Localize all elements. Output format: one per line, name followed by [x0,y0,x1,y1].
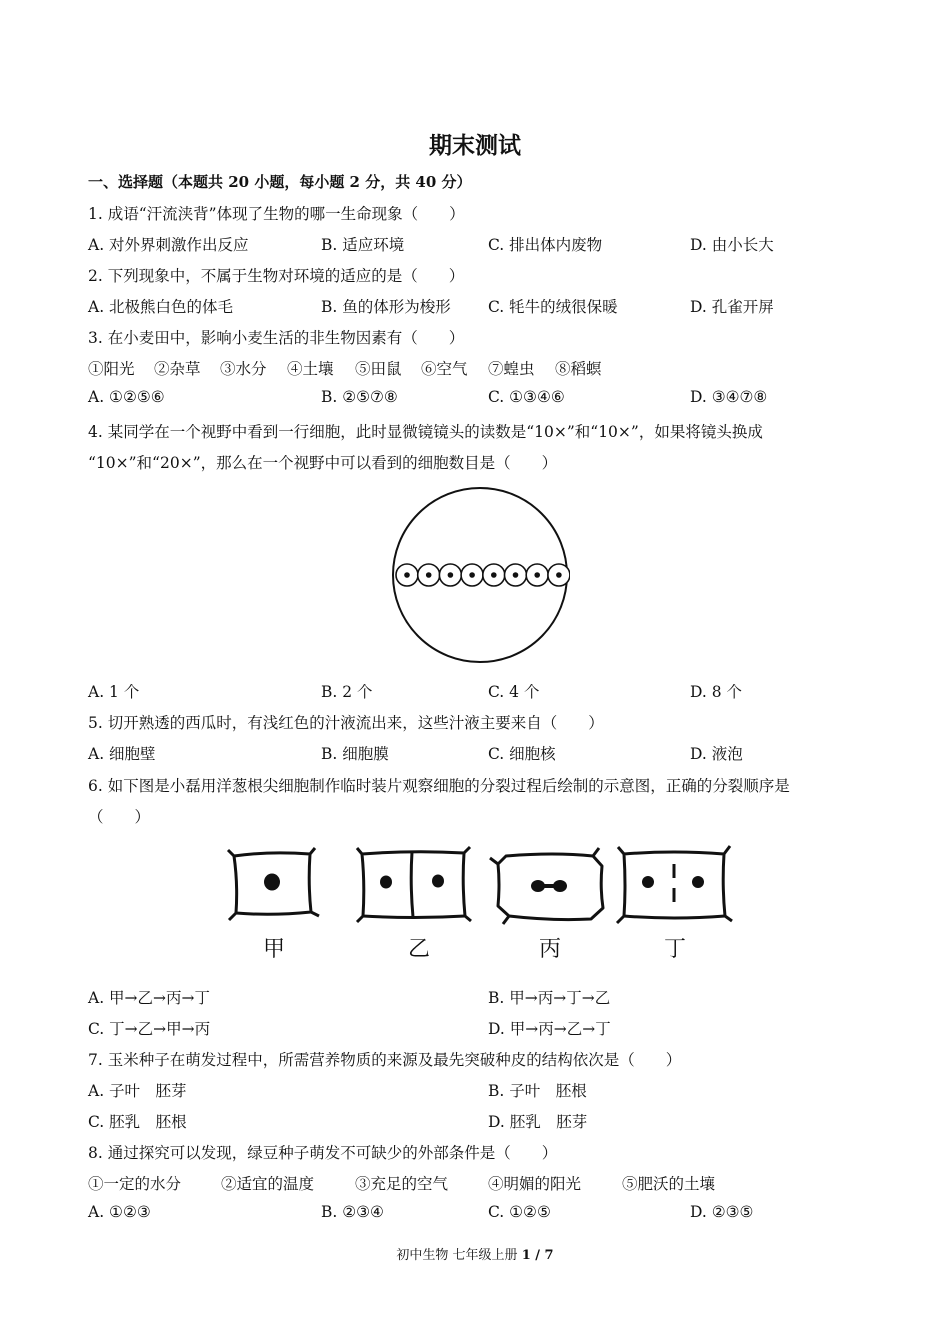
cell-division-figure [224,842,734,972]
figure-label-ding: 丁 [663,937,687,962]
cell [483,564,505,586]
cell [505,564,527,586]
question-1-option-c: C. 排出体内废物 [488,236,603,254]
cell-ding [617,846,732,923]
question-8-item: ③充足的空气 [355,1175,449,1193]
question-8-option-c: C. ①②⑤ [488,1203,551,1221]
cell [418,564,440,586]
cell [439,564,461,586]
cell [548,564,570,586]
microscope-field-figure [390,485,570,665]
question-6-option-c: C. 丁→乙→甲→丙 [88,1020,211,1038]
cell [396,564,418,586]
question-6-option-a: A. 甲→乙→丙→丁 [88,989,211,1007]
question-3-option-a: A. ①②⑤⑥ [88,388,165,406]
question-6-stem-line-2: （ ） [88,808,151,826]
question-3-item: ⑥空气 [421,360,468,378]
page-footer [0,1244,950,1263]
question-6-option-d: D. 甲→丙→乙→丁 [488,1020,611,1038]
question-3-item: ⑦蝗虫 [488,360,535,378]
question-4-stem-line-1: 4. 某同学在一个视野中看到一行细胞，此时显微镜镜头的读数是“10×”和“10×”，如果将镜头换成 [88,423,763,441]
question-5-option-c: C. 细胞核 [488,745,556,763]
figure-label-yi: 乙 [407,937,431,962]
question-4-option-b: B. 2 个 [321,683,373,701]
question-7-option-b: B. 子叶 胚根 [488,1082,587,1100]
question-6-option-b: B. 甲→丙→丁→乙 [488,989,611,1007]
question-1-option-d: D. 由小长大 [690,236,774,254]
question-8-option-b: B. ②③④ [321,1203,384,1221]
question-2-option-a: A. 北极熊白色的体毛 [88,298,234,316]
nucleus [553,880,567,892]
question-4-stem-line-2: “10×”和“20×”，那么在一个视野中可以看到的细胞数目是（ ） [88,454,558,472]
question-3-item: ⑤田鼠 [355,360,402,378]
question-8-option-d: D. ②③⑤ [690,1203,754,1221]
footer-text: 初中生物 七年级上册 [396,1248,518,1263]
section-heading: 一、选择题（本题共 20 小题，每小题 2 分，共 40 分） [88,173,472,191]
question-4-option-c: C. 4 个 [488,683,540,701]
question-8-option-a: A. ①②③ [88,1203,151,1221]
page-number: 1 / 7 [521,1248,554,1263]
page-title: 期末测试 [429,132,521,159]
nucleus [642,876,654,888]
question-3-option-b: B. ②⑤⑦⑧ [321,388,398,406]
question-5-stem: 5. 切开熟透的西瓜时，有浅红色的汁液流出来，这些汁液主要来自（ ） [88,714,604,732]
nucleus [432,875,444,888]
question-6-stem-line-1: 6. 如下图是小磊用洋葱根尖细胞制作临时装片观察细胞的分裂过程后绘制的示意图，正确的分裂顺序是 [88,777,790,795]
question-3-item: ④土壤 [287,360,334,378]
question-5-option-d: D. 液泡 [690,745,743,763]
question-8-item: ⑤肥沃的土壤 [622,1175,716,1193]
question-7-option-a: A. 子叶 胚芽 [88,1082,187,1100]
question-3-item: ①阳光 [88,360,135,378]
question-3-stem: 3. 在小麦田中，影响小麦生活的非生物因素有（ ） [88,329,465,347]
question-2-option-d: D. 孔雀开屏 [690,298,774,316]
nucleus [264,874,280,891]
cell-row [396,564,570,586]
cell-yi [357,847,471,922]
nucleus [380,876,392,889]
question-4-option-a: A. 1 个 [88,683,140,701]
question-3-option-c: C. ①③④⑥ [488,388,565,406]
question-7-option-d: D. 胚乳 胚芽 [488,1113,588,1131]
question-3-item: ③水分 [220,360,267,378]
question-1-stem: 1. 成语“汗流浃背”体现了生物的哪一生命现象（ ） [88,205,465,223]
question-2-option-b: B. 鱼的体形为梭形 [321,298,451,316]
question-8-item: ①一定的水分 [88,1175,182,1193]
question-5-option-a: A. 细胞壁 [88,745,156,763]
question-2-stem: 2. 下列现象中，不属于生物对环境的适应的是（ ） [88,267,465,285]
cell [461,564,483,586]
nucleus [692,876,704,888]
question-2-option-c: C. 牦牛的绒很保暖 [488,298,618,316]
question-3-option-d: D. ③④⑦⑧ [690,388,768,406]
question-3-item: ⑧稻螟 [555,360,602,378]
cell [526,564,548,586]
question-7-option-c: C. 胚乳 胚根 [88,1113,187,1131]
question-5-option-b: B. 细胞膜 [321,745,389,763]
question-1-option-b: B. 适应环境 [321,236,405,254]
figure-label-bing: 丙 [538,937,562,962]
question-7-stem: 7. 玉米种子在萌发过程中，所需营养物质的来源及最先突破种皮的结构依次是（ ） [88,1051,682,1069]
question-1-option-a: A. 对外界刺激作出反应 [88,236,249,254]
question-3-item: ②杂草 [154,360,201,378]
question-8-stem: 8. 通过探究可以发现，绿豆种子萌发不可缺少的外部条件是（ ） [88,1144,558,1162]
figure-label-jia: 甲 [262,937,286,962]
question-8-item: ②适宜的温度 [221,1175,315,1193]
question-8-item: ④明媚的阳光 [488,1175,582,1193]
question-4-option-d: D. 8 个 [690,683,743,701]
